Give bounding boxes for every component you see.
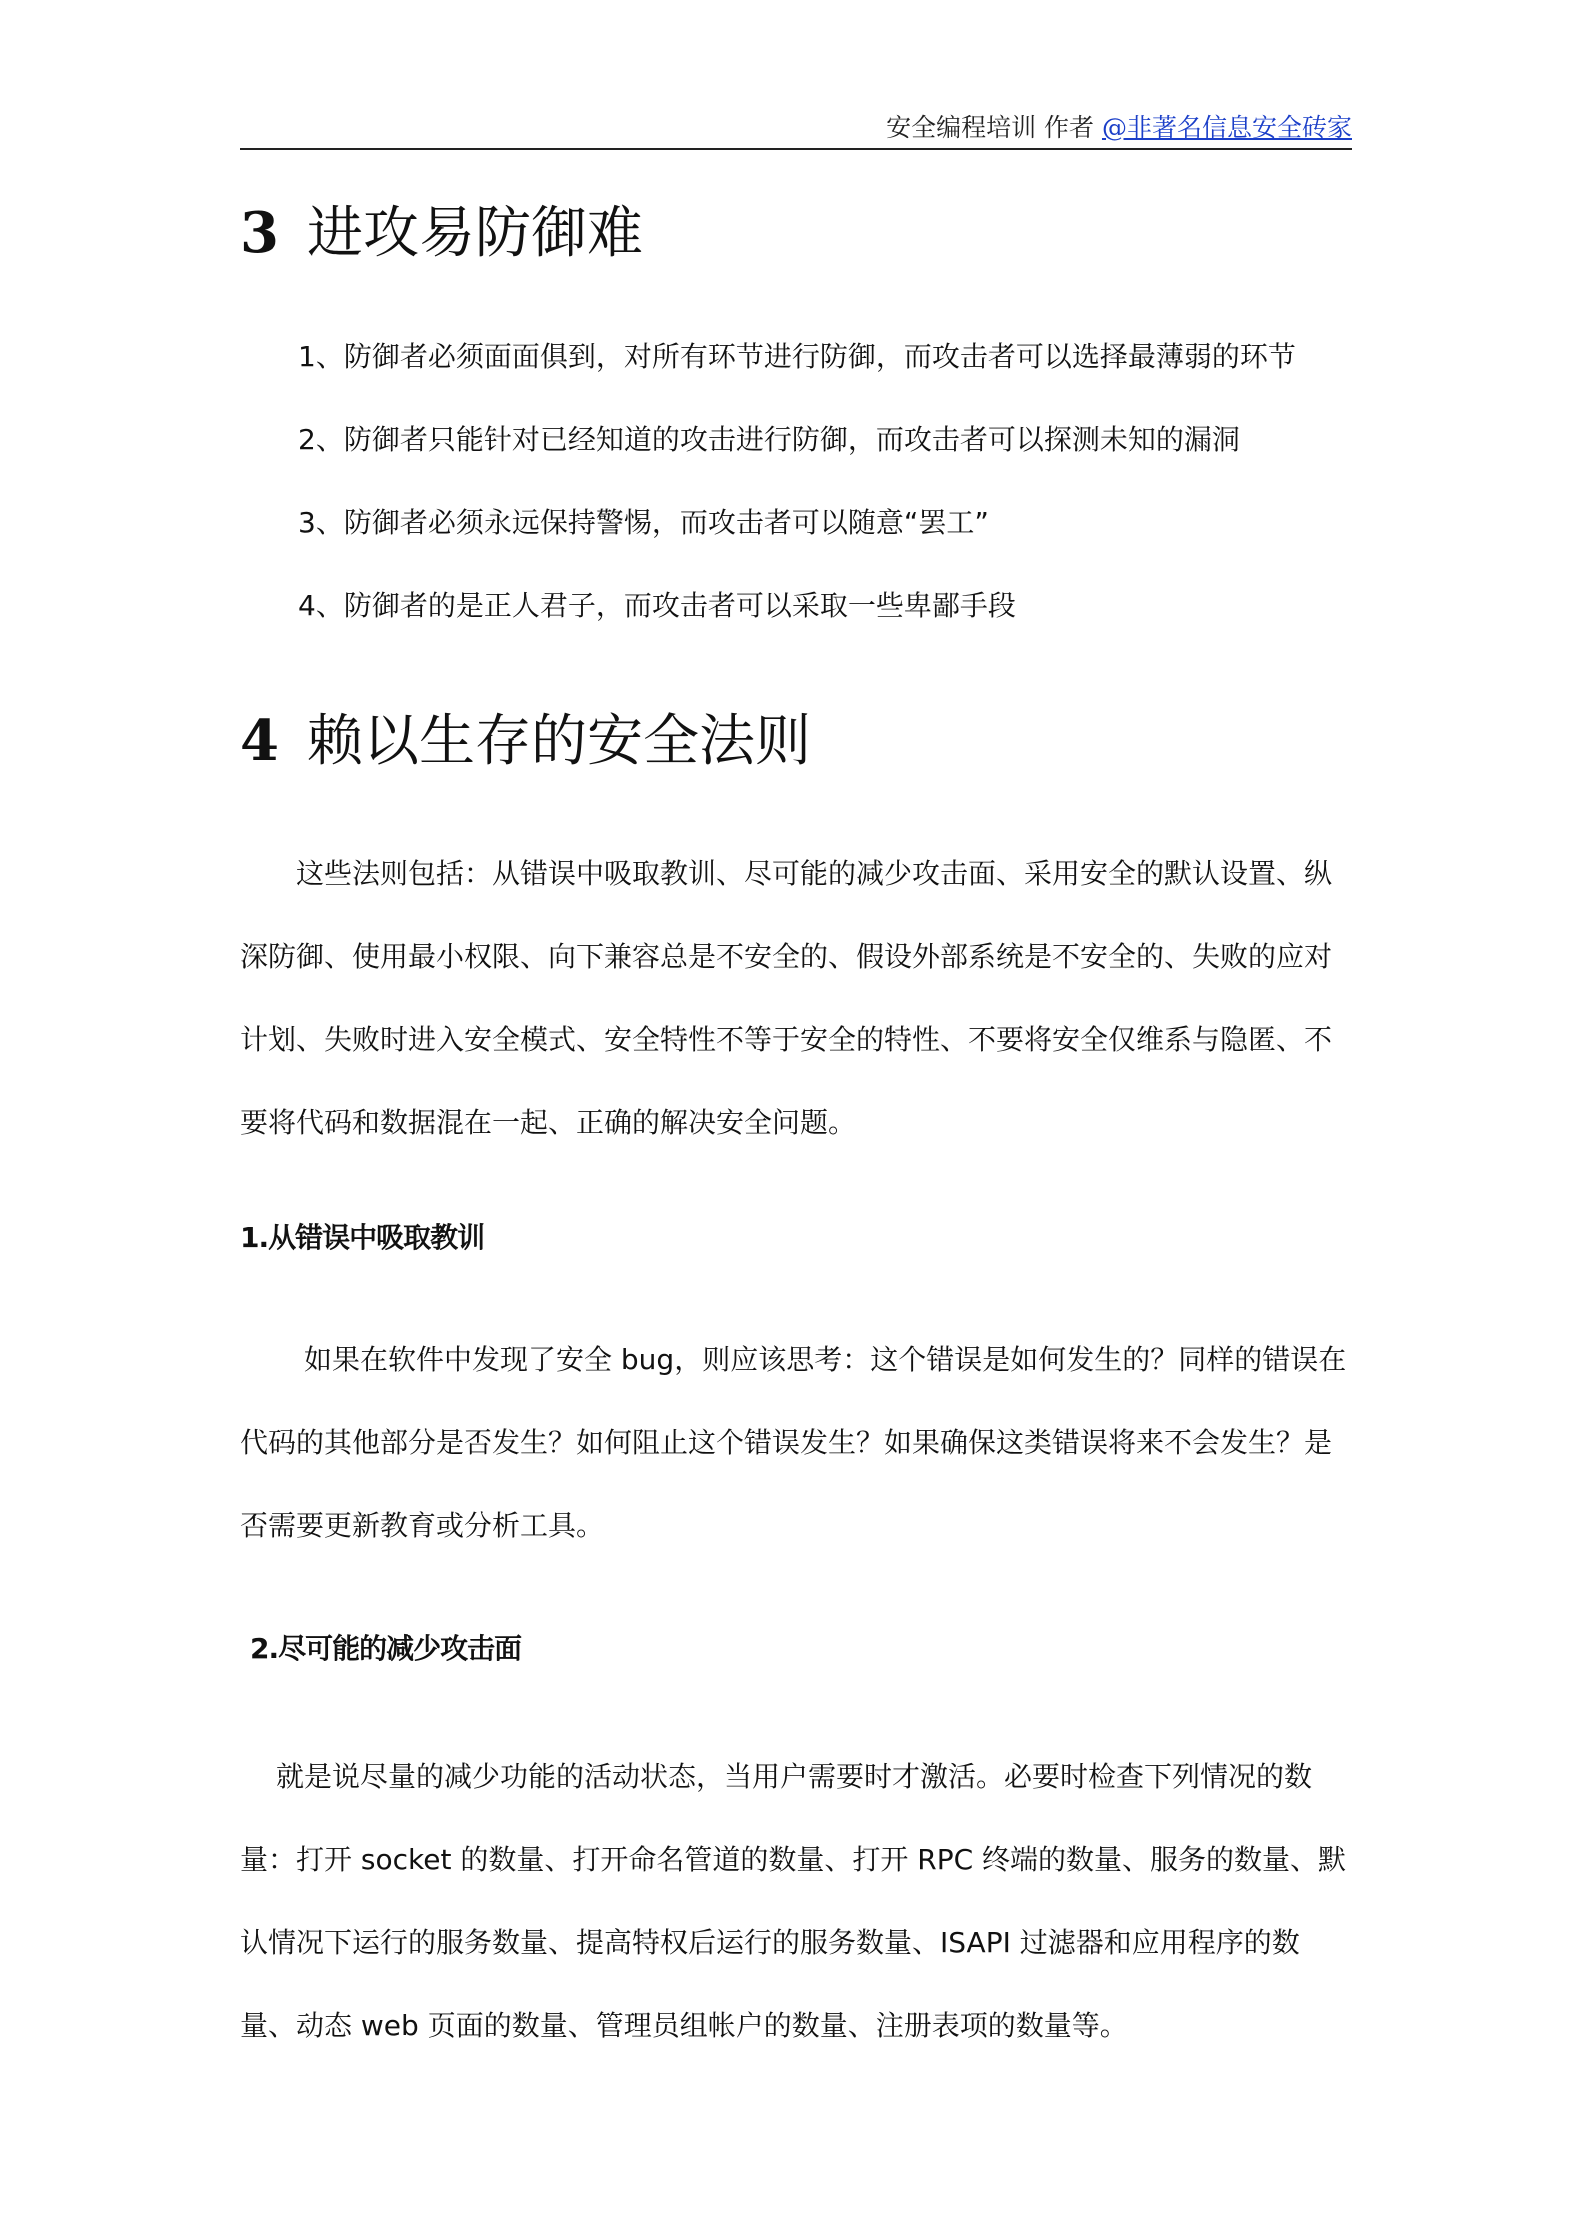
section-3-heading <box>240 198 643 269</box>
rule-2-body: 就是说尽量的减少功能的活动状态，当用户需要时才激活。必要时检查下列情况的数量：打开 socket 的数量、打开命名管道的数量、打开 RPC 终端的数量、服务的数量、默认情况下运行的服务数量、提高特权后运行的服务数量、ISAPI 过滤器和应用程序的数量、动态 web 页面的数量、管理员组帐户的数量、注册表项的数量等。 <box>240 1760 1347 2042</box>
defense-difficulty-list <box>298 337 1296 669</box>
section-4-title: 赖以生存的安全法则 <box>306 709 811 774</box>
header-course-title: 安全编程培训 作者 <box>886 113 1102 142</box>
list-item: 4、防御者的是正人君子，而攻击者可以采取一些卑鄙手段 <box>298 589 1016 622</box>
rule-1-body: 如果在软件中发现了安全 bug，则应该思考：这个错误是如何发生的？同样的错误在代码的其他部分是否发生？如何阻止这个错误发生？如果确保这类错误将来不会发生？是否需要更新教育或分析工具。 <box>240 1343 1347 1542</box>
section-4-heading <box>240 706 811 777</box>
author-link[interactable]: @非著名信息安全砖家 <box>1101 113 1352 142</box>
section-3-title: 进攻易防御难 <box>306 201 643 266</box>
rule-2-heading: 2.尽可能的减少攻击面 <box>250 1632 522 1665</box>
rule-1-heading: 1.从错误中吸取教训 <box>240 1221 485 1254</box>
list-item: 1、防御者必须面面俱到，对所有环节进行防御，而攻击者可以选择最薄弱的环节 <box>298 340 1296 373</box>
security-rules-intro: 这些法则包括：从错误中吸取教训、尽可能的减少攻击面、采用安全的默认设置、纵深防御、使用最小权限、向下兼容总是不安全的、假设外部系统是不安全的、失败的应对计划、失败时进入安全模式、安全特性不等于安全的特性、不要将安全仅维系与隐匿、不要将代码和数据混在一起、正确的解决安全问题。 <box>240 857 1333 1139</box>
section-3-number: 3 <box>240 200 279 266</box>
list-item: 3、防御者必须永远保持警惕，而攻击者可以随意“罢工” <box>298 506 989 539</box>
section-4-number: 4 <box>240 708 279 774</box>
running-header <box>240 112 1352 150</box>
list-item: 2、防御者只能针对已经知道的攻击进行防御，而攻击者可以探测未知的漏洞 <box>298 423 1240 456</box>
